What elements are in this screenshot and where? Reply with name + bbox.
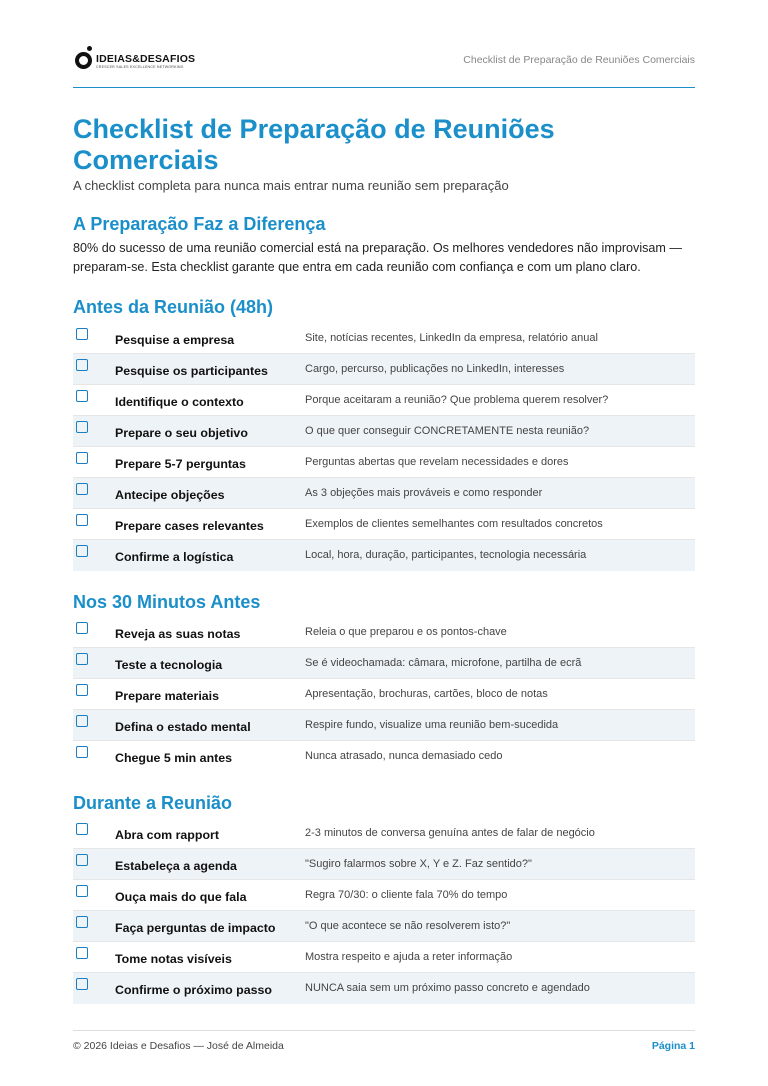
checkbox-icon[interactable]	[76, 916, 88, 928]
logo-name: IDEIAS&DESAFIOS	[96, 53, 196, 65]
checklist-task: Identifique o contexto	[115, 395, 244, 409]
checkbox-icon[interactable]	[76, 854, 88, 866]
checklist-description: Regra 70/30: o cliente fala 70% do tempo	[305, 889, 508, 901]
checklist-description: O que quer conseguir CONCRETAMENTE nesta reunião?	[305, 425, 590, 437]
checklist-description: Perguntas abertas que revelam necessidades e dores	[305, 456, 569, 468]
intro-text: 80% do sucesso de uma reunião comercial está na preparação. Os melhores vendedores não improvisam — preparam-se. Esta checklist garante que entra em cada reunião com confiança e com um plano claro.	[73, 241, 683, 274]
checkbox-icon[interactable]	[76, 359, 88, 371]
checklist-task: Pesquise a empresa	[115, 333, 235, 347]
checklist-row	[73, 648, 695, 679]
checklist-task: Teste a tecnologia	[115, 658, 223, 672]
checklist-task: Antecipe objeções	[115, 488, 225, 502]
checklist-description: Cargo, percurso, publicações no LinkedIn, interesses	[305, 363, 565, 375]
logo	[73, 46, 195, 72]
checklist-task: Reveja as suas notas	[115, 627, 241, 641]
checklist-antes	[73, 323, 695, 571]
page-number: Página 1	[651, 1040, 695, 1052]
checklist-task: Defina o estado mental	[115, 720, 251, 734]
checkbox-icon[interactable]	[76, 452, 88, 464]
checklist-row	[73, 710, 695, 741]
checkbox-icon[interactable]	[76, 328, 88, 340]
checklist-description: "O que acontece se não resolverem isto?"	[305, 920, 511, 932]
checklist-task: Abra com rapport	[115, 828, 219, 842]
checklist-row	[73, 942, 695, 973]
page-footer	[73, 1030, 695, 1054]
checklist-row	[73, 323, 695, 354]
checklist-description: "Sugiro falarmos sobre X, Y e Z. Faz sentido?"	[305, 858, 532, 870]
checkbox-icon[interactable]	[76, 715, 88, 727]
checklist-row	[73, 540, 695, 571]
checklist-task: Prepare 5-7 perguntas	[115, 457, 246, 471]
checklist-row	[73, 509, 695, 540]
checklist-description: Nunca atrasado, nunca demasiado cedo	[305, 750, 503, 762]
section-heading-30min: Nos 30 Minutos Antes	[73, 592, 261, 612]
page-subtitle: A checklist completa para nunca mais entrar numa reunião sem preparação	[73, 178, 509, 193]
checkbox-icon[interactable]	[76, 823, 88, 835]
checklist-row	[73, 617, 695, 648]
checklist-description: 2-3 minutos de conversa genuína antes de falar de negócio	[305, 827, 595, 839]
checkbox-icon[interactable]	[76, 514, 88, 526]
checklist-row	[73, 911, 695, 942]
checkbox-icon[interactable]	[76, 390, 88, 402]
checkbox-icon[interactable]	[76, 978, 88, 990]
page-title: Checklist de Preparação de Reuniões Comerciais	[73, 114, 555, 175]
checklist-task: Prepare materiais	[115, 689, 220, 703]
checklist-description: Exemplos de clientes semelhantes com resultados concretos	[305, 518, 603, 530]
checklist-description: Respire fundo, visualize uma reunião bem-sucedida	[305, 719, 559, 731]
checklist-task: Confirme a logística	[115, 550, 234, 564]
intro-heading: A Preparação Faz a Diferença	[73, 214, 326, 234]
checklist-row	[73, 478, 695, 509]
page-header	[73, 44, 695, 88]
checklist-task: Prepare o seu objetivo	[115, 426, 248, 440]
checkbox-icon[interactable]	[76, 483, 88, 495]
checklist-description: Site, notícias recentes, LinkedIn da empresa, relatório anual	[305, 332, 598, 344]
checklist-description: Mostra respeito e ajuda a reter informação	[305, 951, 513, 963]
checklist-row	[73, 679, 695, 710]
checklist-row	[73, 849, 695, 880]
checkbox-icon[interactable]	[76, 653, 88, 665]
checklist-row	[73, 880, 695, 911]
checklist-description: Se é videochamada: câmara, microfone, partilha de ecrã	[305, 657, 582, 669]
checkbox-icon[interactable]	[76, 622, 88, 634]
checkbox-icon[interactable]	[76, 545, 88, 557]
checklist-task: Faça perguntas de impacto	[115, 921, 276, 935]
checklist-row	[73, 447, 695, 478]
checklist-task: Ouça mais do que fala	[115, 890, 247, 904]
checklist-description: As 3 objeções mais prováveis e como responder	[305, 487, 543, 499]
checklist-row	[73, 385, 695, 416]
logo-tagline: CRESCER SALES EXCELLENCE NETWORKING	[96, 65, 184, 69]
checklist-30min	[73, 617, 695, 772]
logo-mark-icon	[73, 46, 93, 72]
checklist-description: Local, hora, duração, participantes, tecnologia necessária	[305, 549, 587, 561]
checklist-task: Tome notas visíveis	[115, 952, 232, 966]
checklist-row	[73, 416, 695, 447]
checklist-task: Chegue 5 min antes	[115, 751, 233, 765]
checkbox-icon[interactable]	[76, 684, 88, 696]
checklist-description: Apresentação, brochuras, cartões, bloco de notas	[305, 688, 548, 700]
checklist-description: NUNCA saia sem um próximo passo concreto e agendado	[305, 982, 590, 994]
checkbox-icon[interactable]	[76, 421, 88, 433]
checklist-task: Prepare cases relevantes	[115, 519, 264, 533]
checklist-row	[73, 354, 695, 385]
checklist-task: Pesquise os participantes	[115, 364, 268, 378]
checklist-description: Releia o que preparou e os pontos-chave	[305, 626, 507, 638]
checklist-row	[73, 741, 695, 772]
checkbox-icon[interactable]	[76, 947, 88, 959]
checkbox-icon[interactable]	[76, 746, 88, 758]
footer-copyright: © 2026 Ideias e Desafios — José de Almeida	[73, 1040, 284, 1052]
checklist-description: Porque aceitaram a reunião? Que problema querem resolver?	[305, 394, 609, 406]
checklist-task: Confirme o próximo passo	[115, 983, 272, 997]
checklist-row	[73, 973, 695, 1004]
section-heading-durante: Durante a Reunião	[73, 793, 233, 813]
checklist-task: Estabeleça a agenda	[115, 859, 237, 873]
checkbox-icon[interactable]	[76, 885, 88, 897]
checklist-durante	[73, 818, 695, 1004]
header-doc-title: Checklist de Preparação de Reuniões Comerciais	[463, 54, 695, 66]
section-heading-antes: Antes da Reunião (48h)	[73, 297, 274, 317]
checklist-row	[73, 818, 695, 849]
